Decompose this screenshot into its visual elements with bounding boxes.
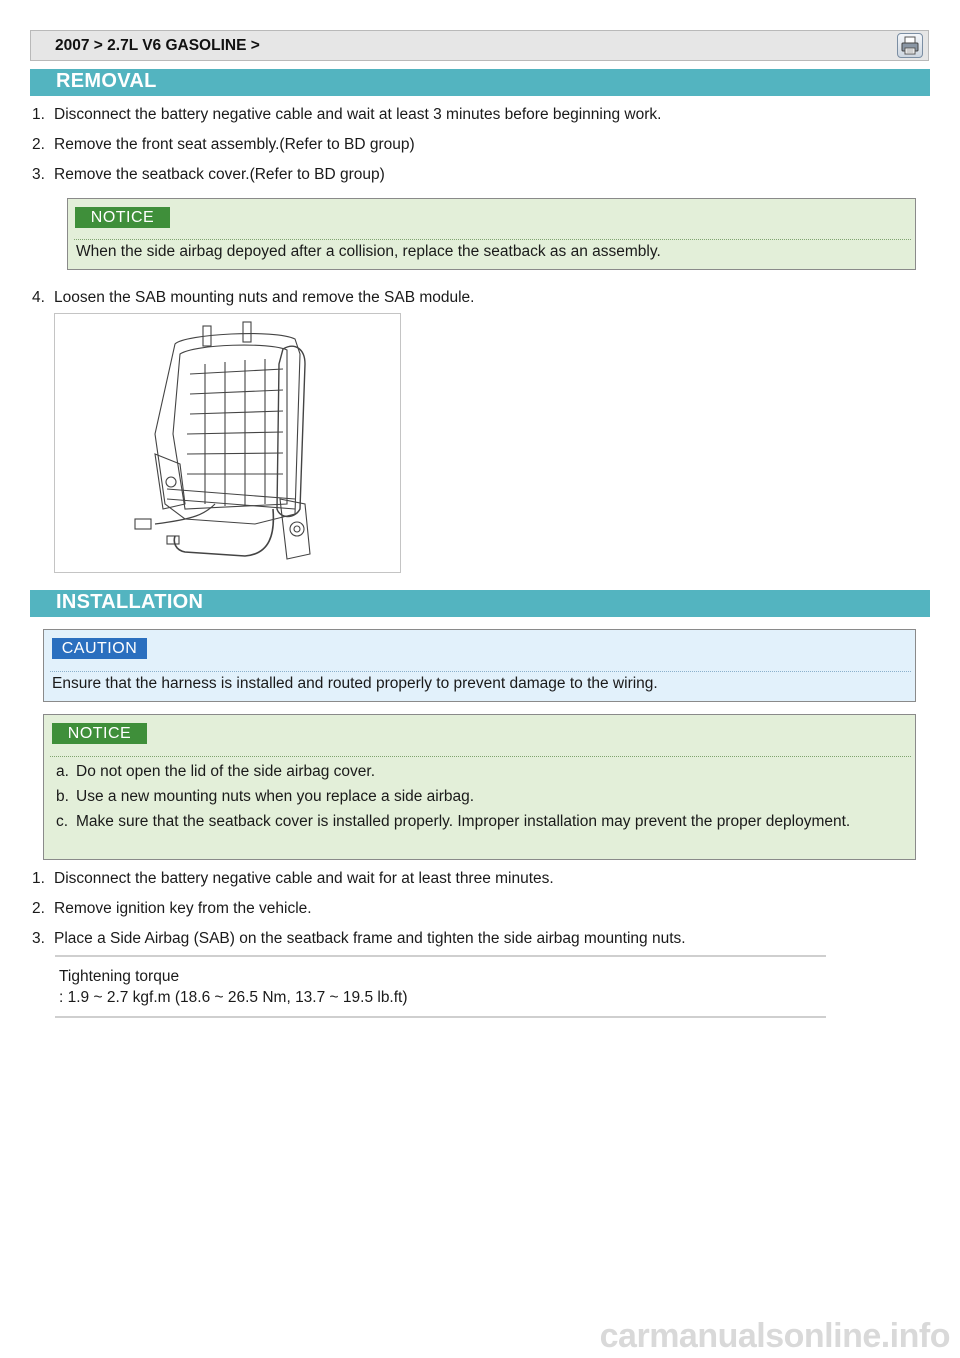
caution-text: Ensure that the harness is installed and routed properly to prevent damage to the wiring. — [52, 675, 658, 692]
step-number: 1. — [32, 106, 45, 123]
print-button[interactable] — [897, 33, 923, 58]
step-text: Remove ignition key from the vehicle. — [54, 900, 312, 917]
removal-heading: REMOVAL — [56, 70, 157, 92]
step-text: Place a Side Airbag (SAB) on the seatback frame and tighten the side airbag mounting nuts. — [54, 930, 686, 947]
step-text: Disconnect the battery negative cable and wait at least 3 minutes before beginning work. — [54, 106, 662, 123]
notice-badge: NOTICE — [75, 207, 170, 228]
step-number: 1. — [32, 870, 45, 887]
notice-list-item — [44, 811, 856, 833]
caution-box — [43, 629, 916, 702]
installation-steps — [30, 869, 910, 959]
removal-step — [30, 135, 910, 165]
removal-heading-bar — [30, 69, 930, 96]
step-number: 4. — [32, 289, 45, 306]
removal-steps — [30, 105, 910, 195]
spec-top-rule — [55, 955, 826, 957]
removal-notice-box — [67, 198, 916, 270]
removal-step — [30, 105, 910, 135]
installation-step — [30, 869, 910, 899]
installation-step — [30, 899, 910, 929]
torque-label: Tightening torque — [59, 968, 180, 985]
footer-watermark: carmanualsonline.info — [599, 1317, 950, 1355]
item-letter: c. — [56, 813, 69, 830]
step-number: 2. — [32, 136, 45, 153]
item-text: Use a new mounting nuts when you replace a side airbag. — [76, 788, 475, 805]
step-text: Loosen the SAB mounting nuts and remove the SAB module. — [54, 289, 475, 306]
breadcrumb-text: 2007 > 2.7L V6 GASOLINE > — [55, 37, 260, 54]
caution-divider — [50, 671, 911, 672]
step-number: 3. — [32, 930, 45, 947]
notice-text: When the side airbag depoyed after a collision, replace the seatback as an assembly. — [76, 243, 661, 260]
item-text: Do not open the lid of the side airbag cover. — [76, 763, 376, 780]
notice-divider — [50, 756, 911, 757]
step-text: Remove the front seat assembly.(Refer to BD group) — [54, 136, 415, 153]
torque-value: : 1.9 ~ 2.7 kgf.m (18.6 ~ 26.5 Nm, 13.7 ~ 19.5 lb.ft) — [59, 989, 408, 1006]
torque-spec — [55, 955, 826, 1018]
spec-bottom-rule — [55, 1016, 826, 1018]
item-letter: a. — [56, 763, 69, 780]
seatback-airbag-figure — [54, 313, 401, 573]
notice-list-item — [44, 761, 904, 783]
installation-heading-bar — [30, 590, 930, 617]
notice-divider — [74, 239, 911, 240]
removal-step — [30, 165, 910, 195]
installation-notice-box — [43, 714, 916, 860]
notice-list-item — [44, 786, 904, 808]
item-text: Make sure that the seatback cover is installed properly. Improper installation may prevent the proper deployment. — [76, 813, 851, 830]
installation-heading: INSTALLATION — [56, 591, 204, 613]
seatback-frame-illustration — [55, 314, 400, 572]
caution-badge: CAUTION — [52, 638, 147, 659]
printer-icon — [898, 34, 922, 57]
step-number: 2. — [32, 900, 45, 917]
notice-badge: NOTICE — [52, 723, 147, 744]
step-text: Remove the seatback cover.(Refer to BD group) — [54, 166, 385, 183]
breadcrumb — [30, 30, 929, 61]
step-number: 3. — [32, 166, 45, 183]
step-text: Disconnect the battery negative cable and wait for at least three minutes. — [54, 870, 554, 887]
notice-list — [44, 761, 904, 833]
item-letter: b. — [56, 788, 69, 805]
